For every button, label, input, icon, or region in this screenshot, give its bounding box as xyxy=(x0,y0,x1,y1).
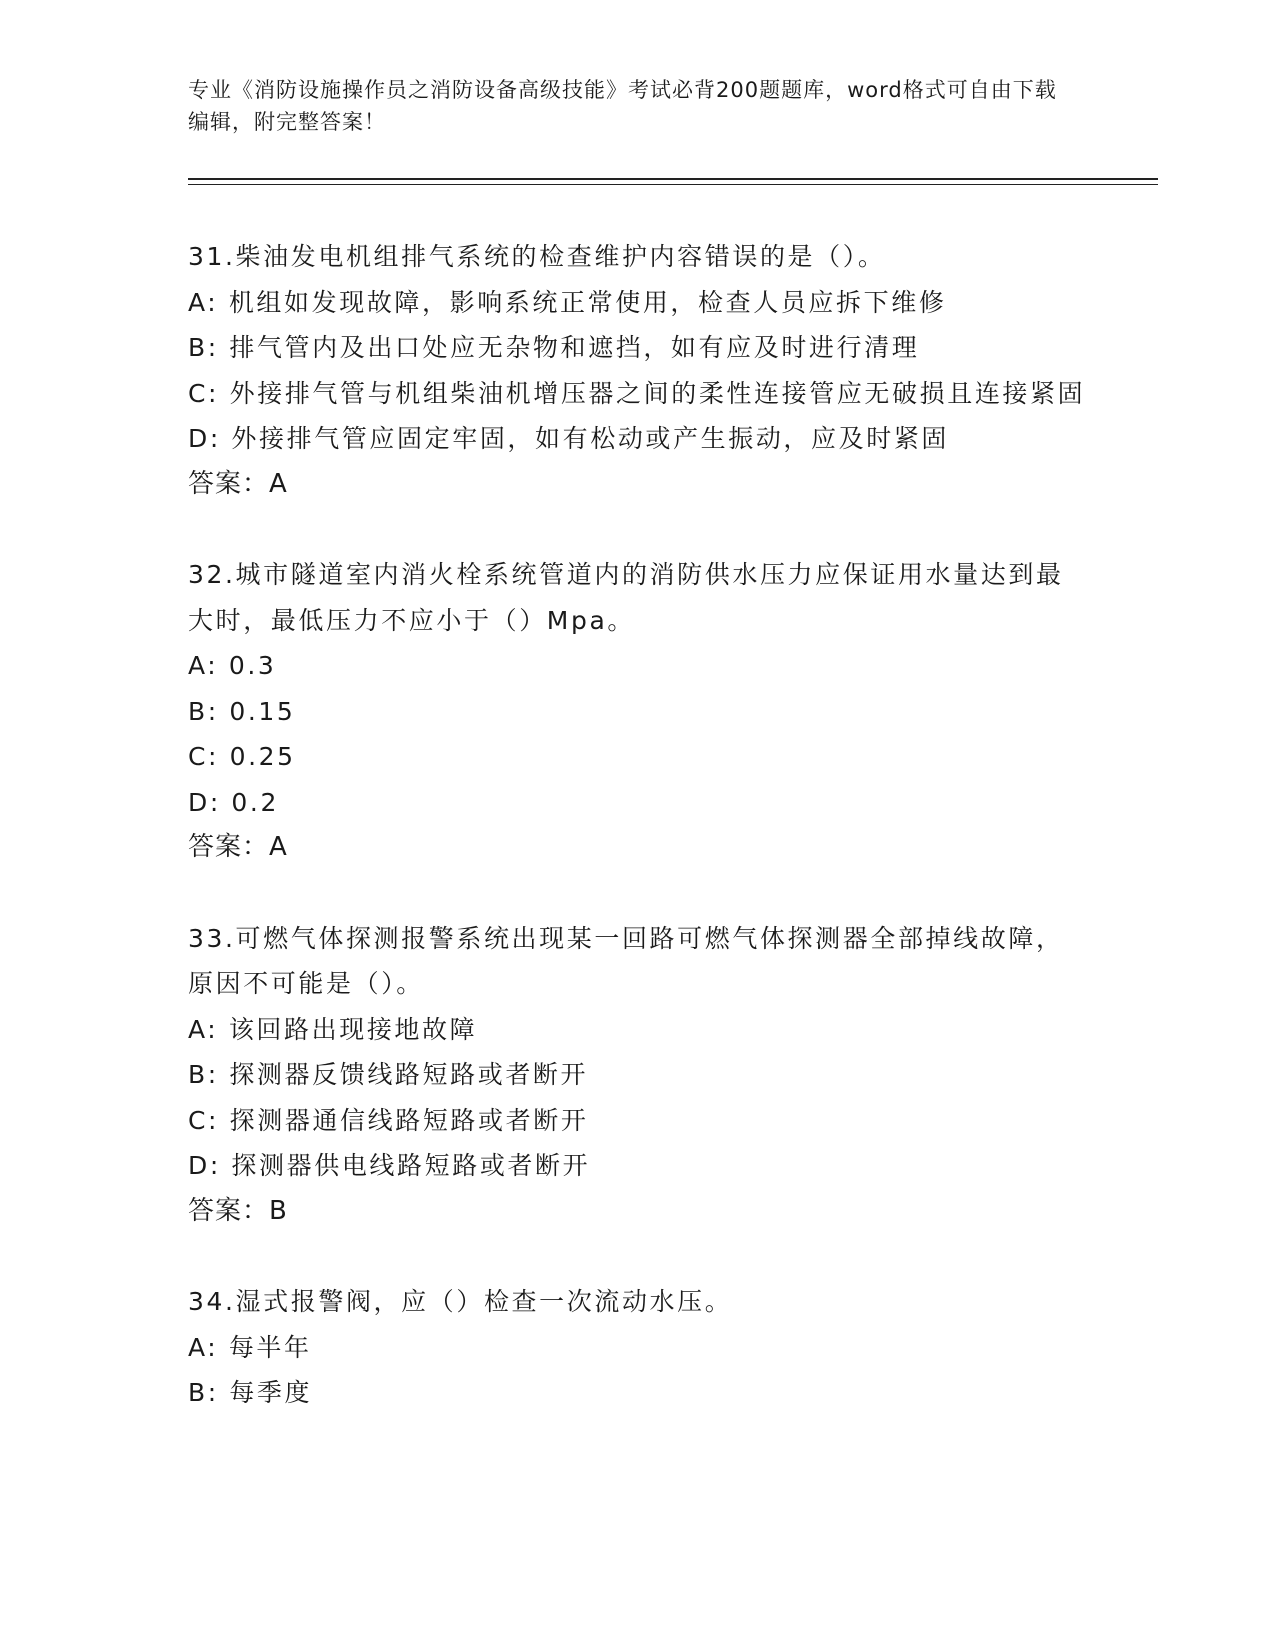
question-text: 34.湿式报警阀，应（）检查一次流动水压。 xyxy=(188,1287,733,1316)
question-33 xyxy=(188,916,1088,1235)
option-d: D: 外接排气管应固定牢固，如有松动或产生振动，应及时紧固 xyxy=(188,424,950,453)
answer: 答案：A xyxy=(188,832,288,862)
question-text: 33.可燃气体探测报警系统出现某一回路可燃气体探测器全部掉线故障，原因不可能是（）。 xyxy=(188,923,1064,998)
option-b: B: 探测器反馈线路短路或者断开 xyxy=(188,1060,589,1089)
answer: 答案：A xyxy=(188,468,288,499)
option-a: A: 该回路出现接地故障 xyxy=(188,1014,478,1044)
question-text: 32.城市隧道室内消火栓系统管道内的消防供水压力应保证用水量达到最大时，最低压力不应小于（）Mpa。 xyxy=(188,560,1064,635)
option-c: C: 探测器通信线路短路或者断开 xyxy=(188,1105,589,1135)
question-list xyxy=(188,234,1088,1461)
option-c: C: 外接排气管与机组柴油机增压器之间的柔性连接管应无破损且连接紧固 xyxy=(188,378,1086,408)
option-c: C: 0.25 xyxy=(188,742,296,771)
header-rule-thick xyxy=(188,178,1158,180)
option-a: A: 每半年 xyxy=(188,1332,312,1362)
option-a: A: 0.3 xyxy=(188,651,277,680)
option-d: D: 0.2 xyxy=(188,787,279,817)
option-b: B: 0.15 xyxy=(188,696,296,726)
question-34 xyxy=(188,1279,1088,1416)
question-text: 31.柴油发电机组排气系统的检查维护内容错误的是（）。 xyxy=(188,242,886,271)
option-d: D: 探测器供电线路短路或者断开 xyxy=(188,1151,591,1180)
document-header: 专业《消防设施操作员之消防设备高级技能》考试必背200题题库，word格式可自由下载编辑，附完整答案！ xyxy=(188,78,1057,134)
answer: 答案：B xyxy=(188,1195,288,1226)
option-b: B: 排气管内及出口处应无杂物和遮挡，如有应及时进行清理 xyxy=(188,333,920,362)
question-32 xyxy=(188,552,1088,871)
question-31 xyxy=(188,234,1088,507)
option-b: B: 每季度 xyxy=(188,1378,313,1407)
option-a: A: 机组如发现故障，影响系统正常使用，检查人员应拆下维修 xyxy=(188,287,947,317)
header-rule-thin xyxy=(188,184,1158,185)
